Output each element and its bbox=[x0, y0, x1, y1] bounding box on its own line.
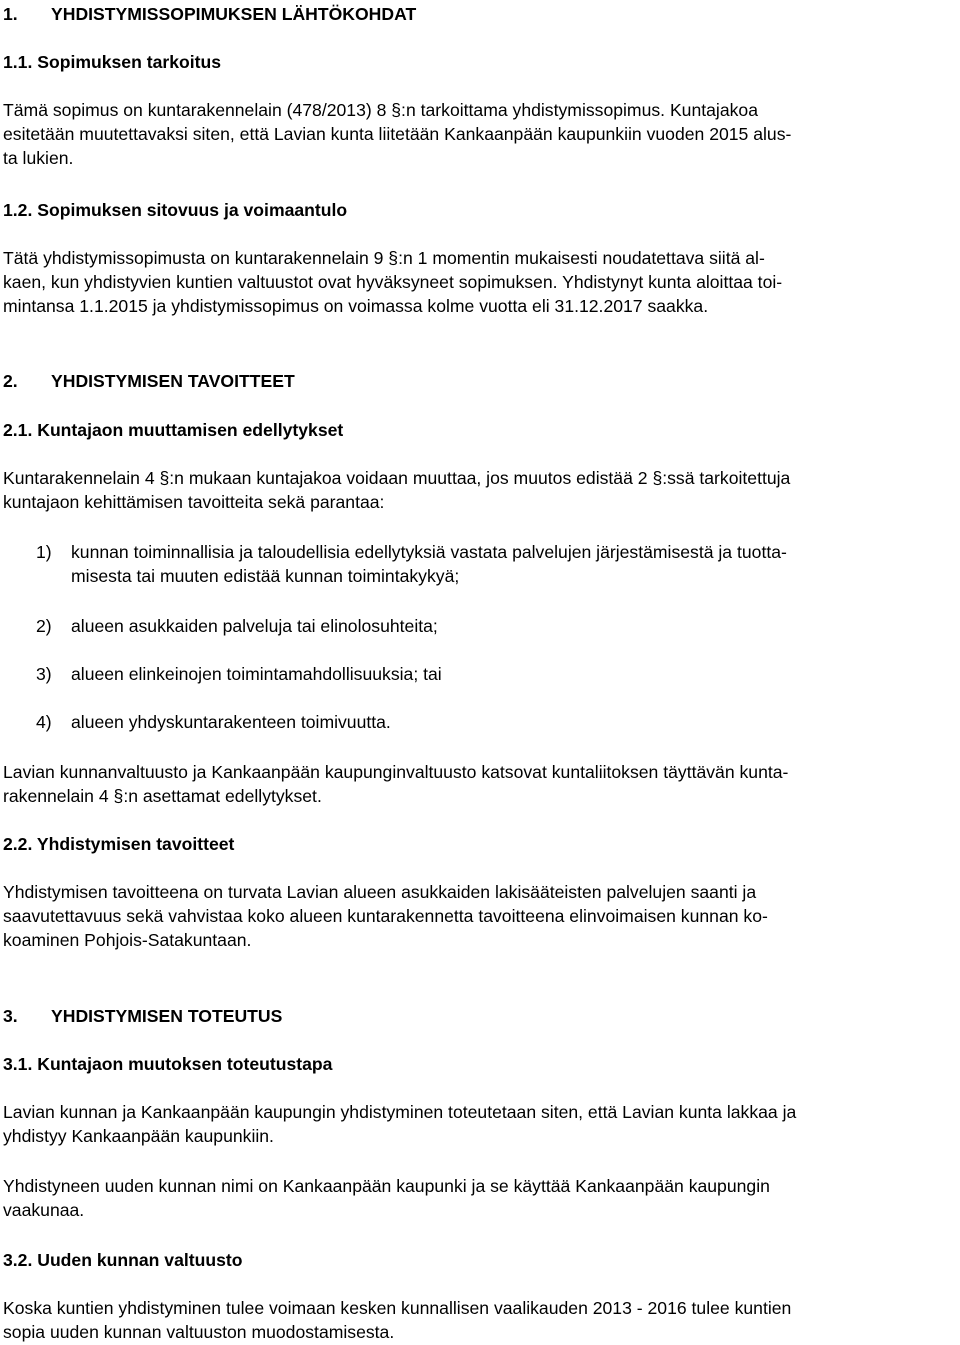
paragraph-line: Yhdistyneen uuden kunnan nimi on Kankaanpään kaupunki ja se käyttää Kankaanpään kaupungin bbox=[3, 1176, 770, 1196]
list-item-line: alueen yhdyskuntarakenteen toimivuutta. bbox=[71, 712, 391, 732]
subsection-heading: 3.2. Uuden kunnan valtuusto bbox=[3, 1250, 243, 1270]
subsection-heading: 1.2. Sopimuksen sitovuus ja voimaantulo bbox=[3, 200, 348, 220]
section-title: YHDISTYMISEN TOTEUTUS bbox=[51, 1006, 283, 1026]
section-number: 3. bbox=[3, 1006, 18, 1026]
paragraph-line: kaen, kun yhdistyvien kuntien valtuustot ovat hyväksyneet sopimuksen. Yhdistynyt kunta aloittaa toi- bbox=[3, 272, 783, 292]
section-number: 2. bbox=[3, 371, 18, 391]
list-item-number: 2) bbox=[36, 616, 52, 636]
subsection-heading: 2.2. Yhdistymisen tavoitteet bbox=[3, 834, 235, 854]
list-item-number: 1) bbox=[36, 542, 52, 562]
section-number: 1. bbox=[3, 4, 18, 24]
paragraph-line: Tämä sopimus on kuntarakennelain (478/2013) 8 §:n tarkoittama yhdistymissopimus. Kuntajakoa bbox=[3, 100, 758, 120]
paragraph-line: Kuntarakennelain 4 §:n mukaan kuntajakoa voidaan muuttaa, jos muutos edistää 2 §:ssä tarkoitettuja bbox=[3, 468, 791, 488]
section-title: YHDISTYMISEN TAVOITTEET bbox=[51, 371, 295, 391]
subsection-heading: 1.1. Sopimuksen tarkoitus bbox=[3, 52, 222, 72]
paragraph-line: rakennelain 4 §:n asettamat edellytykset. bbox=[3, 786, 322, 806]
section-title: YHDISTYMISSOPIMUKSEN LÄHTÖKOHDAT bbox=[51, 4, 417, 24]
paragraph-line: yhdistyy Kankaanpään kaupunkiin. bbox=[3, 1126, 274, 1146]
paragraph-line: Tätä yhdistymissopimusta on kuntarakennelain 9 §:n 1 momentin mukaisesti noudatettava siitä al- bbox=[3, 248, 765, 268]
list-item-line: alueen elinkeinojen toimintamahdollisuuksia; tai bbox=[71, 664, 442, 684]
paragraph-line: vaakunaa. bbox=[3, 1200, 85, 1220]
subsection-heading: 2.1. Kuntajaon muuttamisen edellytykset bbox=[3, 420, 344, 440]
paragraph-line: kuntajaon kehittämisen tavoitteita sekä parantaa: bbox=[3, 492, 385, 512]
subsection-heading: 3.1. Kuntajaon muutoksen toteutustapa bbox=[3, 1054, 333, 1074]
list-item-line: misesta tai muuten edistää kunnan toimintakykyä; bbox=[71, 566, 460, 586]
list-item-line: kunnan toiminnallisia ja taloudellisia edellytyksiä vastata palvelujen järjestämisestä ja tuotta- bbox=[71, 542, 787, 562]
paragraph-line: ta lukien. bbox=[3, 148, 74, 168]
paragraph-line: Yhdistymisen tavoitteena on turvata Lavian alueen asukkaiden lakisääteisten palvelujen saanti ja bbox=[3, 882, 757, 902]
paragraph-line: saavutettavuus sekä vahvistaa koko alueen kuntarakennetta tavoitteena elinvoimaisen kunnan ko- bbox=[3, 906, 768, 926]
paragraph-line: esitetään muutettavaksi siten, että Lavian kunta liitetään Kankaanpään kaupunkiin vuoden 2015 alus- bbox=[3, 124, 792, 144]
paragraph-line: Koska kuntien yhdistyminen tulee voimaan kesken kunnallisen vaalikauden 2013 - 2016 tulee kuntien bbox=[3, 1298, 792, 1318]
paragraph-line: sopia uuden kunnan valtuuston muodostamisesta. bbox=[3, 1322, 395, 1342]
paragraph-line: mintansa 1.1.2015 ja yhdistymissopimus on voimassa kolme vuotta eli 31.12.2017 saakka. bbox=[3, 296, 709, 316]
paragraph-line: Lavian kunnanvaltuusto ja Kankaanpään kaupunginvaltuusto katsovat kuntaliitoksen täyttävän kunta- bbox=[3, 762, 789, 782]
paragraph-line: koaminen Pohjois-Satakuntaan. bbox=[3, 930, 252, 950]
list-item-number: 3) bbox=[36, 664, 52, 684]
list-item-line: alueen asukkaiden palveluja tai elinolosuhteita; bbox=[71, 616, 438, 636]
paragraph-line: Lavian kunnan ja Kankaanpään kaupungin yhdistyminen toteutetaan siten, että Lavian kunta lakkaa ja bbox=[3, 1102, 797, 1122]
list-item-number: 4) bbox=[36, 712, 52, 732]
